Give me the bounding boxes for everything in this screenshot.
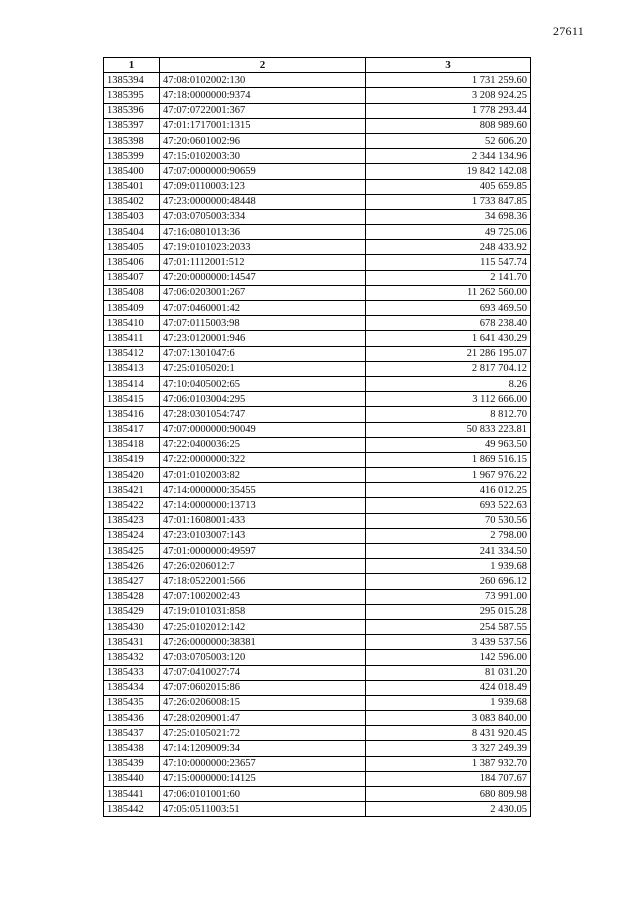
cadastral-number-cell: 47:18:0000000:9374 bbox=[160, 88, 366, 103]
cadastral-value-cell: 808 989.60 bbox=[366, 118, 531, 133]
cadastral-value-cell: 11 262 560.00 bbox=[366, 285, 531, 300]
cadastral-value-cell: 3 083 840.00 bbox=[366, 711, 531, 726]
table-row bbox=[104, 665, 531, 680]
cadastral-value-cell: 241 334.50 bbox=[366, 544, 531, 559]
column-header-3: 3 bbox=[366, 58, 531, 73]
cadastral-number-cell: 47:20:0601002:96 bbox=[160, 133, 366, 148]
cadastral-value-cell: 2 798.00 bbox=[366, 528, 531, 543]
table-row bbox=[104, 498, 531, 513]
row-number-cell: 1385431 bbox=[104, 635, 160, 650]
table-row bbox=[104, 468, 531, 483]
cadastral-value-cell: 3 208 924.25 bbox=[366, 88, 531, 103]
row-number-cell: 1385417 bbox=[104, 422, 160, 437]
cadastral-number-cell: 47:03:0705003:334 bbox=[160, 209, 366, 224]
row-number-cell: 1385412 bbox=[104, 346, 160, 361]
cadastral-number-cell: 47:25:0105021:72 bbox=[160, 726, 366, 741]
table-row bbox=[104, 270, 531, 285]
cadastral-number-cell: 47:26:0206008:15 bbox=[160, 695, 366, 710]
row-number-cell: 1385411 bbox=[104, 331, 160, 346]
cadastral-value-cell: 1 939.68 bbox=[366, 559, 531, 574]
cadastral-number-cell: 47:22:0400036:25 bbox=[160, 437, 366, 452]
cadastral-number-cell: 47:07:0000000:90049 bbox=[160, 422, 366, 437]
row-number-cell: 1385405 bbox=[104, 240, 160, 255]
table-row bbox=[104, 741, 531, 756]
column-header-1: 1 bbox=[104, 58, 160, 73]
cadastral-value-cell: 678 238.40 bbox=[366, 316, 531, 331]
table-row bbox=[104, 88, 531, 103]
table-row bbox=[104, 650, 531, 665]
cadastral-value-cell: 1 869 516.15 bbox=[366, 452, 531, 467]
table-row bbox=[104, 194, 531, 209]
cadastral-value-cell: 1 733 847.85 bbox=[366, 194, 531, 209]
table-row bbox=[104, 528, 531, 543]
table-row bbox=[104, 376, 531, 391]
cadastral-value-cell: 1 641 430.29 bbox=[366, 331, 531, 346]
table-row bbox=[104, 680, 531, 695]
cadastral-value-cell: 50 833 223.81 bbox=[366, 422, 531, 437]
cadastral-value-cell: 260 696.12 bbox=[366, 574, 531, 589]
row-number-cell: 1385435 bbox=[104, 695, 160, 710]
row-number-cell: 1385394 bbox=[104, 73, 160, 88]
cadastral-number-cell: 47:28:0301054:747 bbox=[160, 407, 366, 422]
table-row bbox=[104, 559, 531, 574]
row-number-cell: 1385404 bbox=[104, 225, 160, 240]
cadastral-value-cell: 1 967 976.22 bbox=[366, 468, 531, 483]
table-row bbox=[104, 544, 531, 559]
row-number-cell: 1385424 bbox=[104, 528, 160, 543]
table-row bbox=[104, 802, 531, 817]
row-number-cell: 1385406 bbox=[104, 255, 160, 270]
row-number-cell: 1385440 bbox=[104, 771, 160, 786]
row-number-cell: 1385442 bbox=[104, 802, 160, 817]
table-row bbox=[104, 695, 531, 710]
cadastral-value-cell: 405 659.85 bbox=[366, 179, 531, 194]
cadastral-value-cell: 115 547.74 bbox=[366, 255, 531, 270]
cadastral-number-cell: 47:15:0102003:30 bbox=[160, 149, 366, 164]
row-number-cell: 1385414 bbox=[104, 376, 160, 391]
cadastral-value-cell: 1 778 293.44 bbox=[366, 103, 531, 118]
cadastral-value-cell: 1 939.68 bbox=[366, 695, 531, 710]
table-row bbox=[104, 301, 531, 316]
table-row bbox=[104, 756, 531, 771]
cadastral-value-cell: 248 433.92 bbox=[366, 240, 531, 255]
table-row bbox=[104, 392, 531, 407]
table-row bbox=[104, 589, 531, 604]
cadastral-number-cell: 47:07:1301047:6 bbox=[160, 346, 366, 361]
cadastral-value-table bbox=[103, 57, 531, 817]
table-row bbox=[104, 73, 531, 88]
row-number-cell: 1385400 bbox=[104, 164, 160, 179]
table-row bbox=[104, 346, 531, 361]
row-number-cell: 1385423 bbox=[104, 513, 160, 528]
page-number: 27611 bbox=[552, 24, 584, 38]
row-number-cell: 1385418 bbox=[104, 437, 160, 452]
cadastral-number-cell: 47:09:0110003:123 bbox=[160, 179, 366, 194]
table-row bbox=[104, 711, 531, 726]
cadastral-number-cell: 47:20:0000000:14547 bbox=[160, 270, 366, 285]
cadastral-value-cell: 81 031.20 bbox=[366, 665, 531, 680]
cadastral-value-cell: 184 707.67 bbox=[366, 771, 531, 786]
cadastral-value-cell: 49 963.50 bbox=[366, 437, 531, 452]
row-number-cell: 1385436 bbox=[104, 711, 160, 726]
cadastral-value-cell: 21 286 195.07 bbox=[366, 346, 531, 361]
cadastral-number-cell: 47:26:0000000:38381 bbox=[160, 635, 366, 650]
cadastral-number-cell: 47:06:0203001:267 bbox=[160, 285, 366, 300]
cadastral-value-cell: 73 991.00 bbox=[366, 589, 531, 604]
row-number-cell: 1385421 bbox=[104, 483, 160, 498]
row-number-cell: 1385437 bbox=[104, 726, 160, 741]
cadastral-number-cell: 47:01:1112001:512 bbox=[160, 255, 366, 270]
header-row bbox=[104, 58, 531, 73]
cadastral-number-cell: 47:05:0511003:51 bbox=[160, 802, 366, 817]
row-number-cell: 1385409 bbox=[104, 301, 160, 316]
cadastral-number-cell: 47:03:0705003:120 bbox=[160, 650, 366, 665]
cadastral-number-cell: 47:01:1717001:1315 bbox=[160, 118, 366, 133]
cadastral-value-cell: 680 809.98 bbox=[366, 787, 531, 802]
table-row bbox=[104, 619, 531, 634]
cadastral-value-cell: 416 012.25 bbox=[366, 483, 531, 498]
cadastral-number-cell: 47:14:0000000:13713 bbox=[160, 498, 366, 513]
row-number-cell: 1385427 bbox=[104, 574, 160, 589]
table-header bbox=[104, 58, 531, 73]
row-number-cell: 1385426 bbox=[104, 559, 160, 574]
table-row bbox=[104, 179, 531, 194]
table-row bbox=[104, 164, 531, 179]
row-number-cell: 1385434 bbox=[104, 680, 160, 695]
row-number-cell: 1385428 bbox=[104, 589, 160, 604]
table-row bbox=[104, 407, 531, 422]
cadastral-number-cell: 47:25:0105020:1 bbox=[160, 361, 366, 376]
cadastral-number-cell: 47:01:0102003:82 bbox=[160, 468, 366, 483]
row-number-cell: 1385402 bbox=[104, 194, 160, 209]
cadastral-value-cell: 1 387 932.70 bbox=[366, 756, 531, 771]
table-row bbox=[104, 422, 531, 437]
table-row bbox=[104, 331, 531, 346]
row-number-cell: 1385441 bbox=[104, 787, 160, 802]
cadastral-value-cell: 1 731 259.60 bbox=[366, 73, 531, 88]
cadastral-value-cell: 254 587.55 bbox=[366, 619, 531, 634]
cadastral-value-cell: 3 439 537.56 bbox=[366, 635, 531, 650]
row-number-cell: 1385420 bbox=[104, 468, 160, 483]
cadastral-number-cell: 47:10:0405002:65 bbox=[160, 376, 366, 391]
row-number-cell: 1385432 bbox=[104, 650, 160, 665]
row-number-cell: 1385438 bbox=[104, 741, 160, 756]
cadastral-number-cell: 47:01:1608001:433 bbox=[160, 513, 366, 528]
column-header-2: 2 bbox=[160, 58, 366, 73]
cadastral-number-cell: 47:07:0602015:86 bbox=[160, 680, 366, 695]
table-row bbox=[104, 574, 531, 589]
cadastral-number-cell: 47:23:0103007:143 bbox=[160, 528, 366, 543]
cadastral-number-cell: 47:07:0722001:367 bbox=[160, 103, 366, 118]
table-row bbox=[104, 483, 531, 498]
row-number-cell: 1385407 bbox=[104, 270, 160, 285]
table-row bbox=[104, 316, 531, 331]
row-number-cell: 1385403 bbox=[104, 209, 160, 224]
cadastral-number-cell: 47:07:0460001:42 bbox=[160, 301, 366, 316]
cadastral-value-cell: 49 725.06 bbox=[366, 225, 531, 240]
row-number-cell: 1385399 bbox=[104, 149, 160, 164]
table-row bbox=[104, 118, 531, 133]
table-row bbox=[104, 513, 531, 528]
cadastral-value-cell: 8 812.70 bbox=[366, 407, 531, 422]
cadastral-value-cell: 2 141.70 bbox=[366, 270, 531, 285]
cadastral-value-cell: 424 018.49 bbox=[366, 680, 531, 695]
cadastral-value-cell: 3 327 249.39 bbox=[366, 741, 531, 756]
table-row bbox=[104, 726, 531, 741]
row-number-cell: 1385439 bbox=[104, 756, 160, 771]
table-row bbox=[104, 771, 531, 786]
table-row bbox=[104, 255, 531, 270]
row-number-cell: 1385429 bbox=[104, 604, 160, 619]
cadastral-value-cell: 2 430.05 bbox=[366, 802, 531, 817]
table-row bbox=[104, 285, 531, 300]
cadastral-number-cell: 47:07:0115003:98 bbox=[160, 316, 366, 331]
row-number-cell: 1385408 bbox=[104, 285, 160, 300]
cadastral-number-cell: 47:22:0000000:322 bbox=[160, 452, 366, 467]
cadastral-number-cell: 47:08:0102002:130 bbox=[160, 73, 366, 88]
cadastral-value-cell: 8.26 bbox=[366, 376, 531, 391]
table-row bbox=[104, 635, 531, 650]
row-number-cell: 1385397 bbox=[104, 118, 160, 133]
table-row bbox=[104, 240, 531, 255]
row-number-cell: 1385433 bbox=[104, 665, 160, 680]
cadastral-value-cell: 142 596.00 bbox=[366, 650, 531, 665]
table-row bbox=[104, 133, 531, 148]
table-body bbox=[104, 73, 531, 817]
cadastral-number-cell: 47:07:0410027:74 bbox=[160, 665, 366, 680]
cadastral-number-cell: 47:25:0102012:142 bbox=[160, 619, 366, 634]
table-row bbox=[104, 604, 531, 619]
cadastral-number-cell: 47:07:0000000:90659 bbox=[160, 164, 366, 179]
cadastral-number-cell: 47:06:0103004:295 bbox=[160, 392, 366, 407]
row-number-cell: 1385416 bbox=[104, 407, 160, 422]
cadastral-value-cell: 693 469.50 bbox=[366, 301, 531, 316]
cadastral-number-cell: 47:15:0000000:14125 bbox=[160, 771, 366, 786]
cadastral-number-cell: 47:18:0522001:566 bbox=[160, 574, 366, 589]
table-row bbox=[104, 103, 531, 118]
table-row bbox=[104, 149, 531, 164]
row-number-cell: 1385419 bbox=[104, 452, 160, 467]
cadastral-number-cell: 47:26:0206012:7 bbox=[160, 559, 366, 574]
table-row bbox=[104, 787, 531, 802]
cadastral-value-cell: 34 698.36 bbox=[366, 209, 531, 224]
cadastral-number-cell: 47:01:0000000:49597 bbox=[160, 544, 366, 559]
row-number-cell: 1385415 bbox=[104, 392, 160, 407]
table-row bbox=[104, 452, 531, 467]
cadastral-value-cell: 52 606.20 bbox=[366, 133, 531, 148]
row-number-cell: 1385410 bbox=[104, 316, 160, 331]
cadastral-value-cell: 295 015.28 bbox=[366, 604, 531, 619]
cadastral-value-cell: 2 344 134.96 bbox=[366, 149, 531, 164]
cadastral-value-cell: 70 530.56 bbox=[366, 513, 531, 528]
row-number-cell: 1385430 bbox=[104, 619, 160, 634]
cadastral-number-cell: 47:16:0801013:36 bbox=[160, 225, 366, 240]
cadastral-value-cell: 8 431 920.45 bbox=[366, 726, 531, 741]
cadastral-value-cell: 19 842 142.08 bbox=[366, 164, 531, 179]
cadastral-number-cell: 47:19:0101023:2033 bbox=[160, 240, 366, 255]
cadastral-number-cell: 47:23:0000000:48448 bbox=[160, 194, 366, 209]
table-row bbox=[104, 209, 531, 224]
cadastral-value-cell: 2 817 704.12 bbox=[366, 361, 531, 376]
cadastral-number-cell: 47:06:0101001:60 bbox=[160, 787, 366, 802]
cadastral-number-cell: 47:10:0000000:23657 bbox=[160, 756, 366, 771]
table-row bbox=[104, 225, 531, 240]
row-number-cell: 1385413 bbox=[104, 361, 160, 376]
table-row bbox=[104, 361, 531, 376]
row-number-cell: 1385396 bbox=[104, 103, 160, 118]
row-number-cell: 1385395 bbox=[104, 88, 160, 103]
cadastral-number-cell: 47:14:0000000:35455 bbox=[160, 483, 366, 498]
row-number-cell: 1385401 bbox=[104, 179, 160, 194]
row-number-cell: 1385398 bbox=[104, 133, 160, 148]
cadastral-number-cell: 47:28:0209001:47 bbox=[160, 711, 366, 726]
table-row bbox=[104, 437, 531, 452]
cadastral-number-cell: 47:07:1002002:43 bbox=[160, 589, 366, 604]
cadastral-value-cell: 693 522.63 bbox=[366, 498, 531, 513]
cadastral-value-cell: 3 112 666.00 bbox=[366, 392, 531, 407]
row-number-cell: 1385422 bbox=[104, 498, 160, 513]
cadastral-number-cell: 47:23:0120001:946 bbox=[160, 331, 366, 346]
cadastral-number-cell: 47:19:0101031:858 bbox=[160, 604, 366, 619]
cadastral-number-cell: 47:14:1209009:34 bbox=[160, 741, 366, 756]
row-number-cell: 1385425 bbox=[104, 544, 160, 559]
